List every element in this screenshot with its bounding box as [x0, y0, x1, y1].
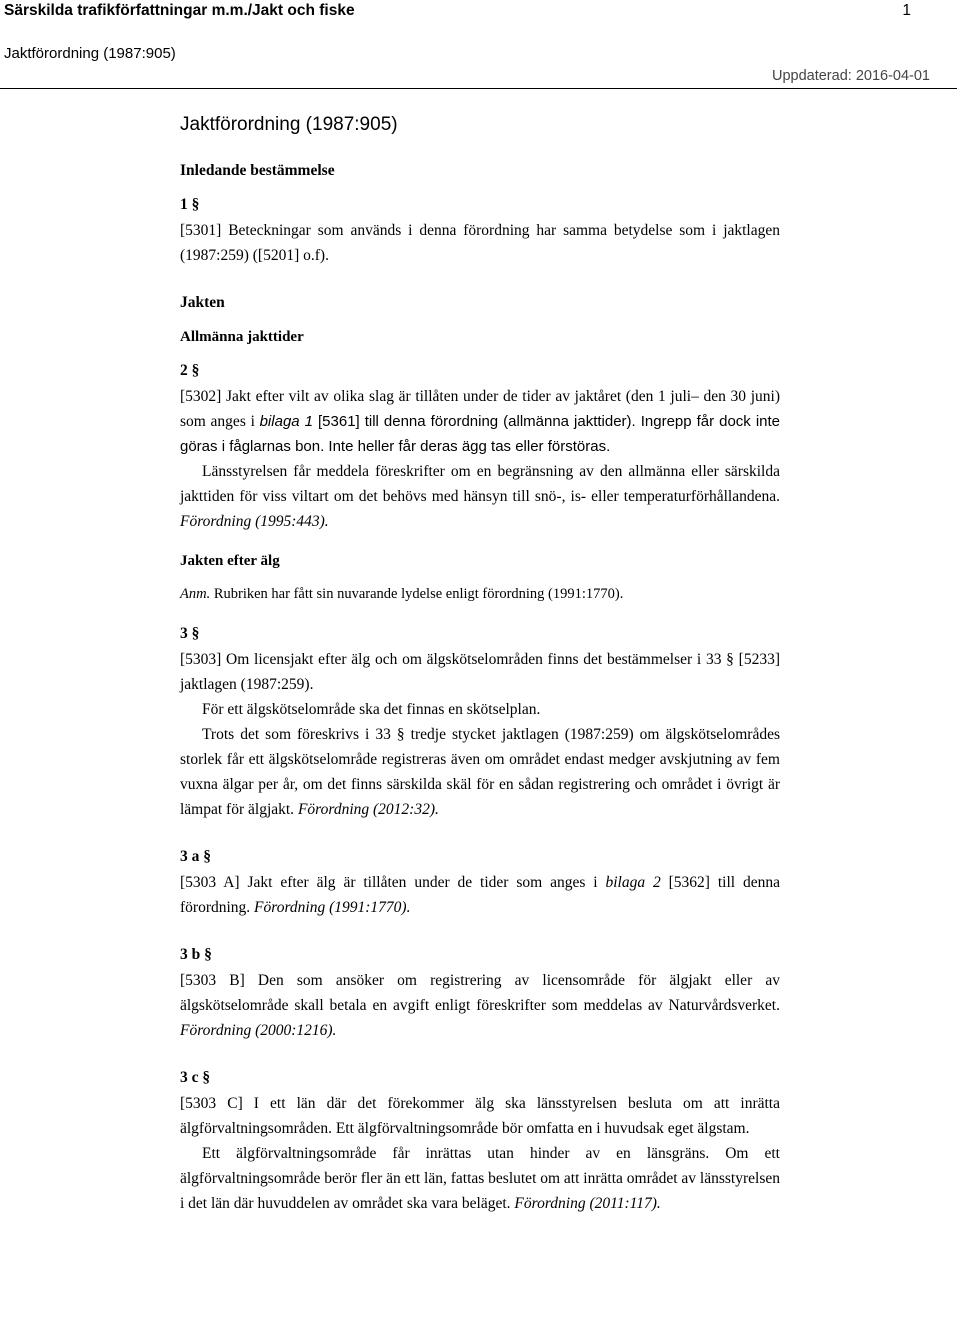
page-number: 1 — [902, 2, 911, 19]
running-header-title: Särskilda trafikförfattningar m.m./Jakt och fiske — [4, 2, 355, 19]
paragraph-text: [5303] Om licensjakt efter älg och om älgskötselområden finns det bestämmelser i 33 § [5233] jaktlagen (1987:259). — [180, 651, 780, 693]
paragraph-number-2: 2 § — [180, 362, 200, 379]
subheading-jakten-efter-alg: Jakten efter älg — [180, 553, 280, 569]
paragraph-number-3b: 3 b § — [180, 946, 212, 963]
paragraph-text: [5303 A] Jakt efter älg är tillåten under de tider som anges i bilaga 2 [5362] till denna förordning. Förordning (1991:1770). — [180, 874, 780, 916]
updated-date: Uppdaterad: 2016-04-01 — [771, 68, 930, 84]
header-rule — [0, 88, 957, 89]
subheading-allmanna-jakttider: Allmänna jakttider — [180, 329, 304, 345]
section-heading-inledande: Inledande bestämmelse — [180, 162, 335, 179]
section-heading-jakten: Jakten — [180, 294, 225, 311]
annotation-note: Anm. Rubriken har fått sin nuvarande lydelse enligt förordning (1991:1770). — [180, 586, 624, 602]
paragraph-text: För ett älgskötselområde ska det finnas en skötselplan. — [202, 701, 541, 718]
paragraph-text: [5303 B] Den som ansöker om registrering av licensområde för älgjakt eller av älgskötselområde skall betala en avgift enligt föreskrifter som meddelas av Naturvårdsverket. Förordning (2000:1216). — [180, 972, 780, 1039]
paragraph-text: Trots det som föreskrivs i 33 § tredje stycket jaktlagen (1987:259) om älgskötselområdes storlek får ett älgskötselområde registreras även om området endast medger avskjutning av fem vuxna älgar per år, om det finns särskilda skäl för en sådan registrering och området i övrigt är lämpat för älgjakt. Förordning (2012:32). — [180, 726, 780, 818]
paragraph-number-3c: 3 c § — [180, 1069, 211, 1086]
paragraph-text: Ett älgförvaltningsområde får inrättas utan hinder av en länsgräns. Om ett älgförvaltningsområde berör fler än ett län, fattas beslutet om att inrätta området av länsstyrelsen i det län där huvuddelen av området ska vara beläget. Förordning (2011:117). — [180, 1145, 780, 1212]
paragraph-text: Länsstyrelsen får meddela föreskrifter om en begränsning av den allmänna eller särskilda jakttiden för viss viltart om det behövs med hänsyn till snö-, is- eller temperaturförhållandena. Förordning (1995:443). — [180, 463, 780, 530]
paragraph-text: [5301] Beteckningar som används i denna förordning har samma betydelse som i jaktlagen (1987:259) ([5201] o.f). — [180, 222, 780, 264]
paragraph-number-3: 3 § — [180, 625, 200, 642]
paragraph-number-3a: 3 a § — [180, 848, 211, 865]
document-title: Jaktförordning (1987:905) — [180, 114, 398, 135]
document-body — [180, 110, 780, 1216]
paragraph-number-1: 1 § — [180, 196, 200, 213]
paragraph-text: [5303 C] I ett län där det förekommer älg ska länsstyrelsen besluta om att inrätta älgförvaltningsområden. Ett älgförvaltningsområde bör omfatta en i huvudsak eget älgstam. — [180, 1095, 780, 1137]
running-header — [0, 2, 960, 22]
paragraph-text: [5302] Jakt efter vilt av olika slag är tillåten under de tider av jaktåret (den 1 juli– den 30 juni) som anges i bilaga 1 [5361] till denna förordning (allmänna jakttider). Ingrepp får dock inte göras i fåglarnas bon. Inte heller får deras ägg tas eller förstöras. — [180, 388, 780, 455]
running-header-subtitle: Jaktförordning (1987:905) — [4, 45, 176, 62]
